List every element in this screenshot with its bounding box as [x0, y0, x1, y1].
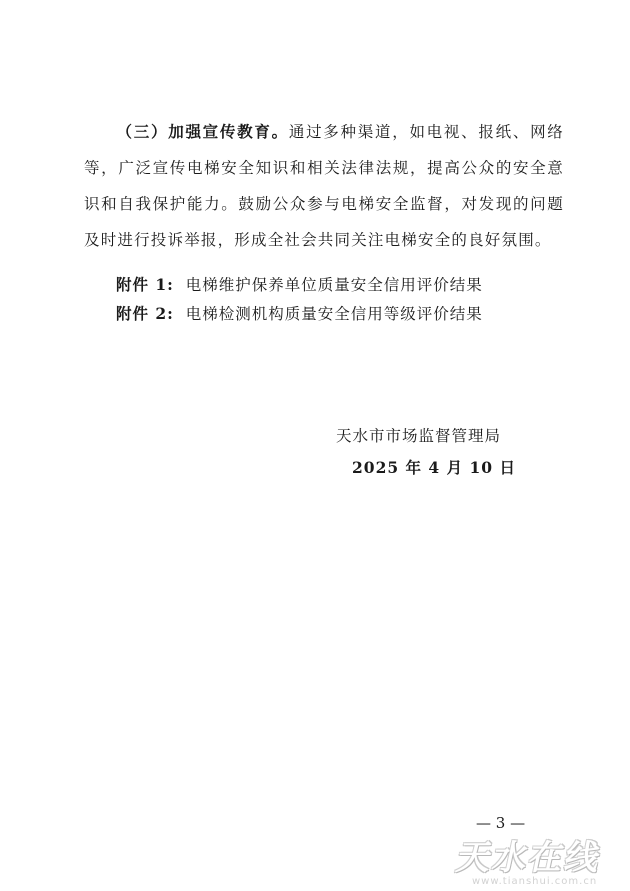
- attachment-label: 附件 1:: [116, 275, 174, 294]
- watermark-url: www.tianshui.com.cn: [472, 876, 598, 887]
- attachment-title: 电梯检测机构质量安全信用等级评价结果: [185, 305, 483, 323]
- body-paragraph: [84, 114, 564, 258]
- attachment-2: [116, 302, 483, 324]
- watermark-logo-text: 天水在线: [453, 838, 606, 878]
- attachment-label: 附件 2:: [116, 304, 174, 323]
- attachment-title: 电梯维护保养单位质量安全信用评价结果: [185, 276, 483, 294]
- signature-date: 2025 年 4 月 10 日: [352, 458, 516, 477]
- attachment-1: [116, 273, 483, 295]
- body-text: 通过多种渠道，如电视、报纸、网络等，广泛宣传电梯安全知识和相关法律法规，提高公众的安全意识和自我保护能力。鼓励公众参与电梯安全监督，对发现的问题及时进行投诉举报，形成全社会共同关注电梯安全的良好氛围。: [84, 123, 564, 249]
- signature-org: 天水市市场监督管理局: [336, 427, 502, 445]
- page-number: — 3 —: [476, 814, 526, 832]
- section-lead: （三）加强宣传教育。: [116, 123, 289, 141]
